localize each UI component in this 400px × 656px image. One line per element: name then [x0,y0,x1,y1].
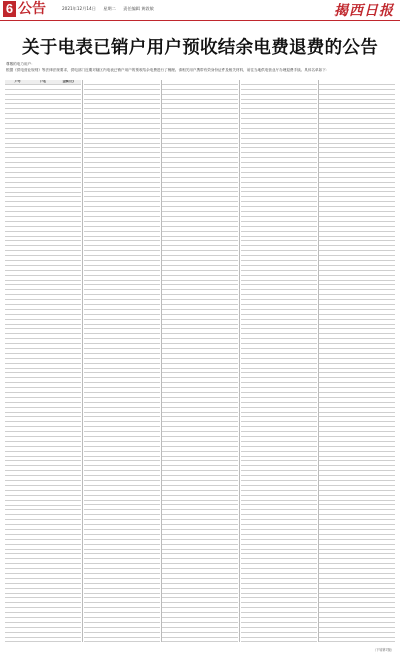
list-column [319,80,395,642]
intro [6,62,394,73]
header-rule [0,20,400,21]
list-column [5,80,81,642]
refund-table [319,80,395,642]
list-column [241,80,317,642]
page-number: 6 [3,1,16,17]
table-header-cell: 户号 [5,80,30,84]
list-column [162,80,238,642]
issue-meta [62,6,160,12]
table-header-row [5,80,81,84]
intro-greeting: 尊敬的电力用户： [6,62,35,66]
section-title: 公告 [18,1,46,17]
intro-body: 根据《供电营业规则》等法律法规要求，供电部门近期对辖区内电表已销户用户的预收结余电费进行了梳理。请相关用户携带有效身份证件及相关材料，前往当地供电营业厅办理退费手续。具体名单如下： [6,67,330,72]
table-header-cell: 户名 [30,80,55,84]
column-divider [161,80,162,642]
refund-table [241,80,317,642]
continued-note: （下转第7版） [372,648,394,652]
list-column [84,80,160,642]
column-divider [318,80,319,642]
issue-date: 2021年12月14日 [62,6,96,11]
column-divider [239,80,240,642]
table-header-cell: 金额(元) [56,80,81,84]
refund-table [84,80,160,642]
refund-table [162,80,238,642]
column-divider [82,80,83,642]
refund-list [5,80,395,646]
masthead [0,0,400,20]
issue-editor: 责任编辑 黄敦敏 [123,6,154,11]
refund-table [5,80,81,642]
issue-weekday: 星期二 [103,6,116,11]
headline: 关于电表已销户用户预收结余电费退费的公告 [22,38,378,58]
newspaper-logo: 揭西日报 [334,3,394,19]
